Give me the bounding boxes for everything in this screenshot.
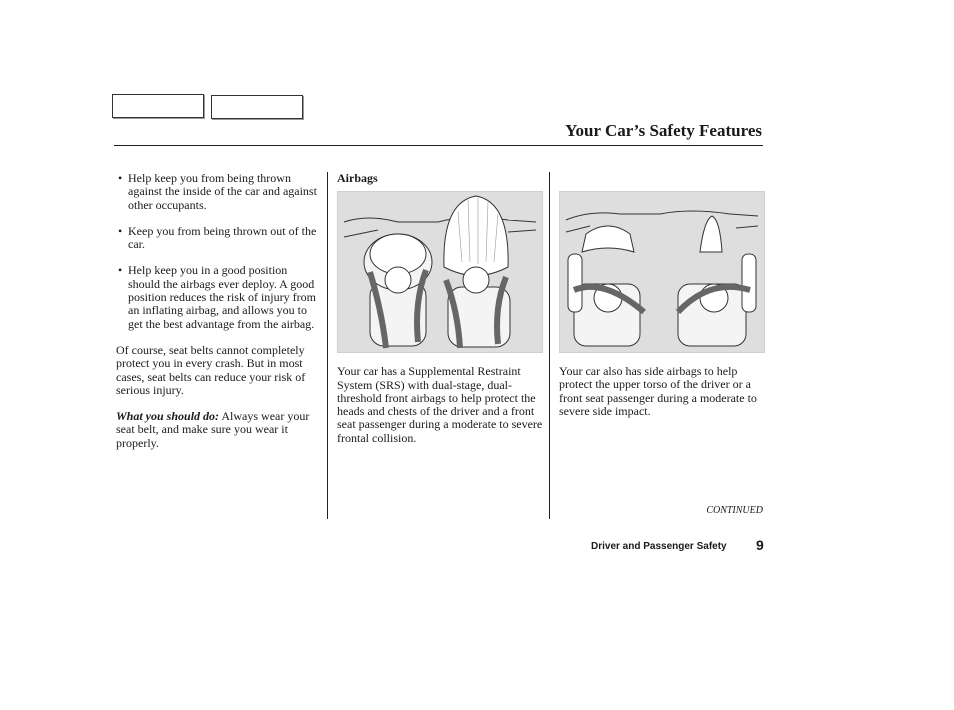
header-divider (114, 145, 763, 146)
bullet-glyph: • (118, 223, 123, 238)
right-column (559, 172, 765, 431)
bullet-glyph: • (118, 263, 123, 278)
seat-belt-benefits-list (116, 172, 321, 331)
front-airbags-text: Your car has a Supplemental Restraint System (SRS) with dual-stage, dual-threshold front airbags to help protect the heads and chests of the driver and a front seat passenger during a moderate to severe frontal collision. (337, 364, 543, 445)
seat-belt-paragraph: Of course, seat belts cannot completely protect you in every crash. But in most cases, seat belts can reduce your risk of serious injury. (116, 342, 306, 397)
advice-paragraph (116, 410, 321, 450)
page-number: 9 (756, 537, 764, 553)
column-divider-2 (549, 172, 550, 519)
side-airbags-icon (560, 192, 764, 352)
nav-tab-button-1[interactable] (112, 94, 204, 118)
side-airbags-illustration (559, 191, 765, 353)
side-airbags-text: Your car also has side airbags to help protect the upper torso of the driver or a front seat passenger during a moderate to severe side impact. (559, 364, 757, 418)
advice-lead: What you should do: (116, 409, 220, 424)
page-title: Your Car’s Safety Features (565, 121, 762, 140)
footer-section-title: Driver and Passenger Safety (591, 541, 727, 552)
column-divider-1 (327, 172, 328, 519)
section-heading: Airbags (337, 171, 378, 185)
list-item (116, 264, 321, 330)
list-item (116, 225, 321, 252)
advice-text: Always wear your seat belt, and make sure you wear it properly. (116, 409, 310, 450)
front-airbags-icon (338, 192, 542, 352)
left-column (116, 172, 321, 463)
bullet-glyph: • (118, 171, 123, 185)
list-item-text: Help keep you in a good position should the airbags ever deploy. A good position reduces the risk of injury from an inflating airbag, and allows you to get the best advantage from the airbag. (128, 263, 316, 331)
list-item-text: Help keep you from being thrown against the inside of the car and against other occupants. (128, 171, 317, 212)
middle-column (337, 172, 543, 458)
list-item-text: Keep you from being thrown out of the car. (128, 223, 317, 252)
nav-tab-button-2[interactable] (211, 95, 303, 119)
list-item (116, 172, 321, 212)
continued-label: CONTINUED (706, 505, 763, 516)
front-airbags-illustration (337, 191, 543, 353)
